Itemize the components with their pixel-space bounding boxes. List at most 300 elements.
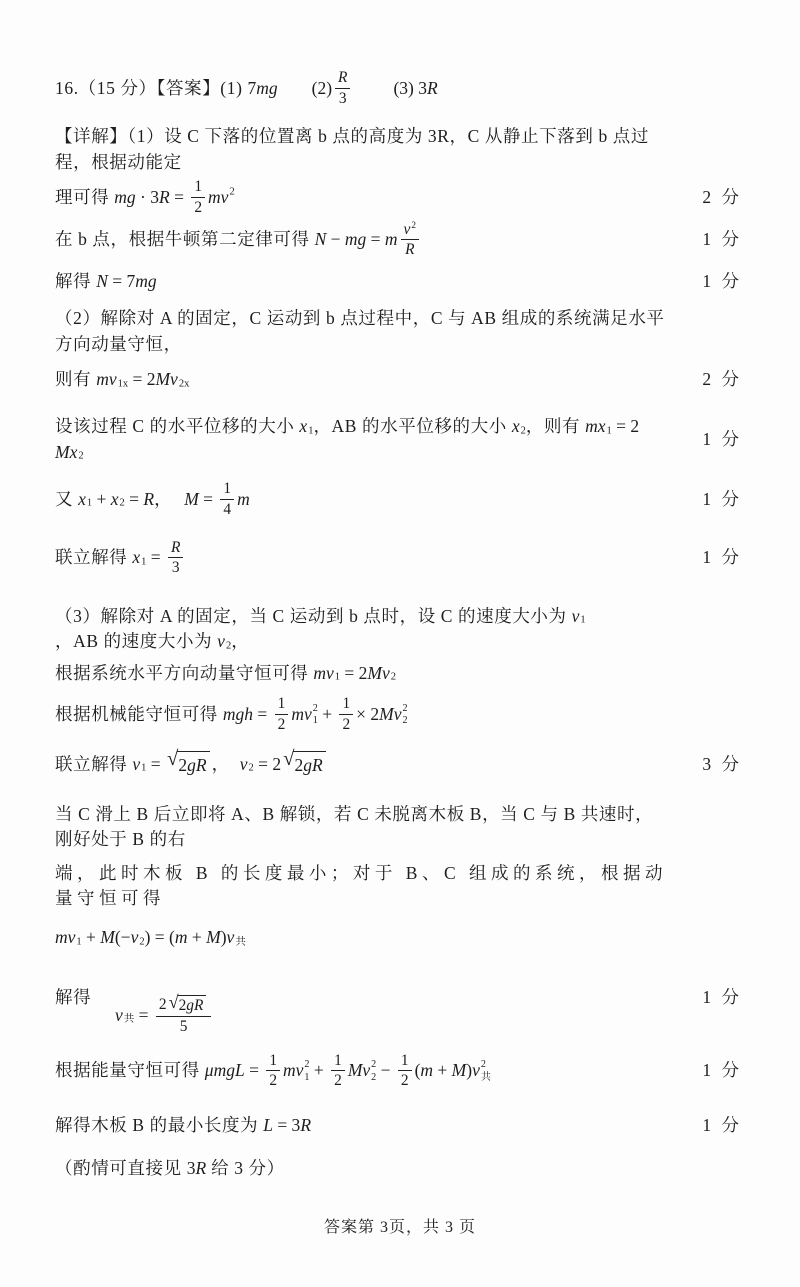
math-roman: + [187,927,207,948]
denominator [402,240,417,259]
numerator [191,178,205,198]
math-variable: R [405,241,415,259]
superscript: 2 [312,702,318,714]
math-variable: mg [256,77,278,98]
math-roman: = [244,1060,264,1081]
plank-analysis-1 [55,802,742,853]
math-variable [55,925,82,950]
score-label: 2 分 [702,369,742,390]
fraction [398,1052,412,1090]
math-roman: 1 [334,1051,342,1069]
eq-velocities-result [55,747,742,778]
variable-base: mx [585,416,606,437]
math-variable: mgh [222,703,254,724]
math-roman: 1 [223,480,232,498]
math-variable: N [96,270,108,291]
math-roman: ( [414,1060,421,1081]
page-number: 答案第 3页，共 3 页 [323,1219,476,1236]
line-content [55,306,667,357]
math-variable: gR [303,754,323,775]
math-variable [367,661,396,686]
math-roman: · [135,186,151,207]
math-variable: R [426,77,438,98]
fraction [339,695,353,733]
cjk-text: （3）解除对 A 的固定，当 C 运动到 b 点时，设 C 的速度大小为 [55,606,572,627]
answers-summary [55,68,742,108]
cjk-text: （酌情可直接见 [55,1158,187,1179]
denominator [331,1071,345,1090]
score-label: 1 分 [702,986,742,1007]
math-variable [313,661,340,686]
math-roman: + [92,488,111,509]
math-roman: = [253,703,272,724]
math-variable: N [314,229,327,250]
eq-newton-second-law [55,220,742,260]
numerator [331,1052,345,1072]
denominator [191,198,205,217]
score-label: 1 分 [702,547,742,568]
line-content [55,1051,491,1091]
spacer [278,88,312,89]
square-root [283,747,326,778]
math-variable [217,629,231,654]
variable-base: v [239,753,248,774]
subscript: 共 [123,1013,135,1025]
variable-base: v [115,1004,123,1025]
superscript: 2 [304,1059,310,1071]
math-variable [240,752,254,777]
line-content [55,124,667,175]
math-variable [155,367,189,392]
eq-displacement-sum [55,479,742,519]
eq-x1-result [55,538,742,578]
math-variable: gR [186,997,204,1015]
math-roman: 2 [277,715,286,733]
subscript: 1 [308,425,314,437]
math-roman: = [146,753,166,774]
math-variable: m [420,1060,434,1081]
math-roman: 1 [269,1051,278,1069]
math-variable: R [300,1115,312,1135]
subscript: 1 [141,556,147,568]
line-content [55,538,186,578]
math-roman: 1 [342,695,351,713]
math-variable [96,367,128,392]
math-variable [404,221,416,239]
sup-sub-stack [313,703,318,728]
math-roman: (− [114,927,131,948]
subscript: 1 [304,1071,310,1083]
line-content [55,985,91,1010]
sup-sub-stack [481,1059,491,1084]
math-roman: 3 [186,1158,196,1179]
cjk-text: 则有 [55,369,97,390]
math-roman: × 2 [356,703,380,724]
numerator [266,1052,280,1072]
numerator [398,1052,412,1072]
math-roman: = [366,229,385,250]
math-variable [291,702,317,727]
line-content [55,367,189,392]
eq-work-energy [55,177,742,217]
subscript: 2 [371,1071,377,1083]
math-variable [111,487,125,512]
denominator [275,715,289,734]
subscript: 1 [76,936,82,948]
variable-base: v [217,631,225,652]
line-content [55,1156,285,1181]
fraction [335,69,350,107]
math-roman: 3 [338,89,347,107]
math-variable: mg [135,270,157,291]
math-variable [208,185,235,210]
math-roman: 3 [150,186,159,207]
radicand [178,995,207,1015]
cjk-text: ，AB 的水平位移的大小 [313,416,512,437]
denominator [336,89,350,108]
math-roman: = [146,547,166,568]
math-roman: = [169,186,189,207]
math-roman: 2 [158,996,167,1014]
line-content [55,68,438,108]
variable-base: Mv [379,703,402,724]
subscript: 2 [225,640,232,652]
math-roman: 2 [342,715,351,733]
spacer [353,88,393,89]
denominator [220,500,234,519]
math-variable [227,925,246,950]
line-content [55,747,328,778]
math-roman: ) [466,1060,473,1081]
eq-energy-friction [55,1051,742,1091]
fraction [168,539,183,577]
numerator [275,695,289,715]
math-variable: μmgL [204,1060,245,1081]
fraction [156,992,211,1035]
cjk-text: 联立解得 [55,753,133,774]
math-variable [132,545,146,570]
numerator [156,992,211,1017]
math-roman: ) [220,927,227,948]
variable-base: Mv [367,662,390,683]
math-variable: M [451,1060,467,1081]
math-variable: R [195,1158,207,1179]
math-roman: + [317,703,337,724]
displacement-relation [55,414,742,465]
detail-part1-intro [55,124,742,175]
variable-base: v [571,606,580,627]
cjk-text: ，则有 [525,416,586,437]
variable-base: v [403,220,411,238]
math-variable [572,604,586,629]
spacer [230,764,240,765]
fraction [266,1052,280,1090]
fraction [191,178,205,216]
cjk-text: 根据系统水平方向动量守恒可得 [55,662,314,683]
line-content [55,604,667,655]
cjk-text: 解得木板 B 的最小长度为 [55,1115,264,1135]
math-roman: + [309,1060,329,1081]
eq-normal-force-result [55,269,742,294]
math-roman: 3 [171,559,180,577]
variable-base: x [132,547,141,568]
square-root [167,747,210,778]
line-content [55,925,246,950]
math-roman: 2 [178,997,187,1015]
eq-common-velocity-result [55,994,742,1036]
fraction [401,221,419,259]
math-variable [283,1058,309,1083]
line-content [55,694,408,734]
math-roman: = [134,1004,153,1025]
line-content [55,1113,311,1138]
subscript: 2 [119,497,125,509]
denominator [339,715,353,734]
fraction [331,1052,345,1090]
square-root [168,992,207,1015]
cjk-text: 理可得 [55,186,115,207]
numerator [168,539,183,559]
variable-base: x [299,416,308,437]
math-roman: + [433,1060,452,1081]
numerator [335,69,350,89]
eq-momentum-conservation-x [55,367,742,392]
math-variable: R [159,186,170,207]
cjk-text: 根据机械能守恒可得 [55,703,223,724]
math-variable: R [338,69,348,86]
eq-momentum-conservation [55,661,742,686]
grading-note [55,1156,742,1181]
math-variable: R [171,538,181,556]
math-variable [512,414,526,439]
eq-min-length-result [55,1113,742,1138]
eq-energy-conservation [55,694,742,734]
line-content [55,269,157,294]
math-variable: gR [187,754,207,775]
line-content [55,220,422,260]
score-label: 1 分 [702,429,742,450]
numerator [339,695,353,715]
math-variable: L [263,1115,273,1135]
math-variable [55,440,84,465]
variable-base: v [132,753,141,774]
math-variable [132,752,146,777]
variable-base: mv [291,703,312,724]
variable-base: Mv [155,369,178,390]
subscript: 1 [580,615,586,627]
math-roman: = 2 [253,753,282,774]
math-roman: 2 [400,1072,409,1090]
radical-sign: √ [167,747,179,770]
variable-base: mv [208,186,229,207]
variable-base: Mx [55,441,78,462]
math-roman: = 2 [611,416,640,437]
math-roman: 2 [178,754,188,775]
score-label: 1 分 [702,1060,742,1081]
superscript: 2 [480,1059,486,1071]
line-content [55,861,667,912]
cjk-text: 又 [55,488,79,509]
variable-base: x [511,416,520,437]
numerator [220,480,234,500]
subscript: 1 [141,762,147,774]
sup-sub-stack [371,1059,376,1084]
denominator [398,1071,412,1090]
eq-momentum-bc [55,925,742,950]
math-roman: 1 [194,178,203,196]
math-roman: = 3 [272,1115,301,1135]
radical-sign: √ [168,992,179,1013]
math-variable: M [184,488,199,509]
variable-base: x [78,488,86,509]
cjk-text: 【详解】（1）设 C 下落的位置离 b 点的高度为 3R，C 从静止下落到 b 点过程，根据动能定 [55,126,649,172]
math-variable [299,414,313,439]
math-roman: (2) [311,77,333,98]
cjk-text: ， [154,488,173,509]
variable-base: Mv [347,1060,371,1081]
math-roman: = [124,488,144,509]
cjk-text: ， [211,753,230,774]
subscript: 2 [402,715,408,727]
superscript: 2 [371,1059,377,1071]
subscript: 2x [178,378,190,390]
cjk-text: ， [231,631,250,652]
sup-sub-stack [403,703,408,728]
math-variable [472,1058,491,1083]
subscript: 1 [606,425,612,437]
math-variable [585,414,612,439]
variable-base: v [226,927,235,948]
math-variable: mg [114,186,136,207]
superscript: 2 [411,219,417,230]
variable-base: mv [283,1060,304,1081]
score-label: 1 分 [702,270,742,291]
line-content [115,994,214,1036]
score-label: 1 分 [702,488,742,509]
radical-sign: √ [283,747,295,770]
cjk-text: 解得 [55,986,92,1007]
cjk-text: 当 C 滑上 B 后立即将 A、B 解锁，若 C 未脱离木板 B，当 C 与 B 共速时，刚好处于 B 的右 [55,803,654,850]
math-variable [379,702,407,727]
cjk-text: 解得 [55,270,97,291]
superscript: 2 [229,186,235,198]
cjk-text: （2）解除对 A 的固定，C 运动到 b 点过程中，C 与 AB 组成的系统满足水平方向动量守恒， [55,308,665,354]
math-roman: = 2 [340,662,368,683]
math-roman: = 2 [128,369,156,390]
variable-base: v [472,1060,480,1081]
subscript: 共 [235,936,246,948]
math-variable [78,487,92,512]
math-roman: 4 [223,500,232,518]
cjk-text: 设该过程 C 的水平位移的大小 [55,416,300,437]
math-variable: m [237,488,250,509]
variable-base: mv [96,369,117,390]
math-roman: 2 [269,1072,278,1090]
fraction [220,480,234,518]
part3-intro [55,604,742,655]
math-roman: 7 [247,77,257,98]
page-footer [0,1214,800,1237]
math-variable: mg [344,229,367,250]
math-roman: = 7 [107,270,136,291]
cjk-text: 端，此时木板 B 的长度最小；对于 B、C 组成的系统，根据动量守恒可得 [55,862,668,909]
subscript: 2 [390,671,397,683]
line-content [55,414,667,465]
part2-intro [55,306,742,357]
cjk-text: 给 3 分） [206,1158,285,1179]
radicand [293,751,325,778]
math-roman: 2 [294,754,304,775]
math-roman: 1 [277,695,286,713]
numerator [401,221,419,241]
variable-base: x [110,488,119,509]
cjk-text: 在 b 点，根据牛顿第二定律可得 [55,229,315,250]
math-variable [115,1003,134,1028]
subscript: 2 [139,936,145,948]
math-roman: − [326,229,345,250]
denominator [177,1017,191,1036]
math-roman: − [376,1060,395,1081]
subscript: 2 [248,762,254,774]
score-label: 2 分 [702,186,742,207]
math-roman: + [81,927,101,948]
denominator [266,1071,280,1090]
denominator [169,558,183,577]
cjk-text: ，AB 的速度大小为 [55,631,218,652]
subscript: 共 [480,1071,491,1083]
fraction [275,695,289,733]
subscript: 2 [520,425,526,437]
plank-analysis-2 [55,861,742,912]
score-label: 3 分 [702,753,742,774]
subscript: 1 [334,671,341,683]
line-content [55,661,396,686]
cjk-text: 16.（15 分）【答案】(1) [55,77,248,98]
math-variable: R [143,488,155,509]
math-roman: (3) [393,77,419,98]
subscript: 1 [312,715,318,727]
math-roman: 2 [194,198,203,216]
math-roman: 3 [418,77,427,98]
math-roman: 2 [334,1072,342,1090]
line-content [55,177,235,217]
score-label: 1 分 [702,1115,742,1135]
math-variable: m [384,229,398,250]
math-variable: m [174,927,188,948]
line-content [55,802,667,853]
math-roman: 1 [400,1051,409,1069]
subscript: 2 [78,451,84,463]
math-variable: M [206,927,221,948]
sup-sub-stack [304,1059,309,1084]
math-roman: = [198,488,218,509]
cjk-text: 根据能量守恒可得 [55,1060,205,1081]
radicand [177,751,209,778]
math-roman: ) = ( [144,927,175,948]
spacer [172,499,184,500]
score-label: 1 分 [702,229,742,250]
subscript: 1x [117,378,129,390]
subscript: 1 [86,497,93,509]
variable-base: mv [55,927,76,948]
variable-base: mv [313,662,334,683]
cjk-text: 联立解得 [55,547,133,568]
superscript: 2 [402,702,408,714]
math-variable [131,925,145,950]
math-variable: M [100,927,115,948]
variable-base: v [130,927,139,948]
math-variable [348,1058,376,1083]
